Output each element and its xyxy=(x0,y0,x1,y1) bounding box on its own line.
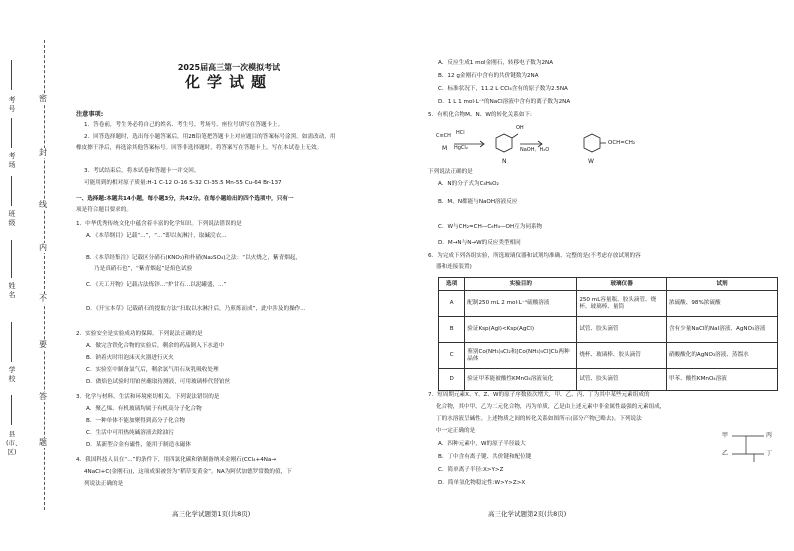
county-blank[interactable] xyxy=(11,395,12,425)
cell: 试管、胶头滴管 xyxy=(577,369,667,391)
q1-option-b-cont: 乃是真硝石也”，“紫青烟起”是焰色试验 xyxy=(94,266,193,272)
school-label: 学校 xyxy=(8,366,16,383)
question-7: 7．短周期元素X、Y、Z、W的原子序数依次增大，甲、乙、丙、丁为其中某些元素组成的 xyxy=(428,392,650,398)
question-1: 1．中华优秀传统文化中蕴含着丰富的化学知识。下列说法错误的是 xyxy=(76,221,242,227)
question-7-cont: 化合物，其中甲、乙为二元化合物，丙为单质，乙是由上述元素中非金属性最强的元素组成， xyxy=(436,404,666,410)
cell: 鉴别Co(NH₃)₄Cl₂和[Co(NH₃)₅Cl]Cl₂两种晶体 xyxy=(465,343,577,369)
q2-option-c: C．实验室中制备氯气后，剩余氯气用石灰乳吸收处理 xyxy=(86,367,219,373)
exam-number-blank[interactable] xyxy=(11,60,12,90)
cell: 验证甲苯能被酸性KMnO₄溶液氧化 xyxy=(465,369,577,391)
conversion-diagram xyxy=(720,430,778,466)
question-4-cont: 4NaCl+C(金刚石))，这项成果被誉为“稻草变黄金”。NA为阿伏加德罗常数的值，下 xyxy=(84,469,292,475)
cell: 试管、胶头滴管 xyxy=(577,317,667,343)
label-m: M xyxy=(442,145,448,152)
note-line: 2．回答选择题时，选出每小题答案后，用2B铅笔把答题卡上对应题目的答案标号涂黑。如需改动，用 xyxy=(84,134,336,140)
exam-title: 2025届高三第一次模拟考试 xyxy=(177,63,281,72)
note-line: 可能用到的相对原子质量:H-1 C-12 O-16 S-32 Cl-35.5 Mn-55 Cu-64 Br-137 xyxy=(84,180,282,186)
question-7-cont: 丁的水溶液呈碱性。上述物质之间的转化关系如图所示(部分产物已略去)。下列说法 xyxy=(436,416,642,422)
exam-number-label: 考号 xyxy=(8,96,16,113)
q7-option-d: D．简单氢化物稳定性:W>Y>Z>X xyxy=(438,480,526,486)
header-purpose: 实验目的 xyxy=(465,278,577,291)
ether-group: OCH=CH₂ xyxy=(608,140,636,146)
seal-char: 线 xyxy=(39,200,47,209)
q4-option-a: A．反应生成1 mol金刚石，转移电子数为2NA xyxy=(438,60,554,66)
school-blank[interactable] xyxy=(11,322,12,362)
q1-option-d: D．《开宝本草》记载硝石的提取方法“扫取以水淋汁后，乃煎炼而成”，此中涉及的操作... xyxy=(86,306,306,312)
cell: 浓硫酸、98%浓硫酸 xyxy=(666,291,777,317)
seal-char: 密 xyxy=(39,94,47,103)
q3-option-c: C．生活中可用热纯碱溶液去除油污 xyxy=(86,430,174,436)
q4-option-d: D．1 L 1 mol·L⁻¹的NaCl溶液中含有的离子数为2NA xyxy=(438,99,571,105)
q2-option-a: A．做完含铁化合物的实验后，剩余的药品倒入下水道中 xyxy=(86,343,225,349)
bond xyxy=(512,134,518,138)
name-label: 姓名 xyxy=(8,282,16,299)
cell: 烧杯、玻璃棒、胶头滴管 xyxy=(577,343,667,369)
table-row xyxy=(439,369,778,391)
label-n: N xyxy=(502,158,507,165)
q5-option-b: B．M、N都能与NaOH溶液反应 xyxy=(438,199,518,205)
cell: 验证Ksp(AgI)<Ksp(AgCl) xyxy=(465,317,577,343)
q2-option-d: D．做焰色试验时用铂丝蘸取待测液，可用玻璃棒代替铂丝 xyxy=(86,379,231,385)
question-2: 2．实验安全是实验成功的保障。下列说法正确的是 xyxy=(76,331,203,337)
benzene-ring-w xyxy=(584,134,600,152)
county-label: 县(市、区) xyxy=(6,430,22,456)
reagent-hgcl2: HgCl₂ xyxy=(454,145,468,151)
q3-option-b: B．一种单体不能加聚得到高分子化合物 xyxy=(86,418,185,424)
q2-option-b: B．钠着火时用泡沫灭火器进行灭火 xyxy=(86,355,174,361)
table-row xyxy=(439,343,778,369)
seal-char: 答 xyxy=(39,392,47,401)
compound-m-formula: C≡CH xyxy=(436,133,451,139)
notes-title: 注意事项: xyxy=(76,111,104,118)
section-header: 一、选择题:本题共14小题，每小题3分，共42分。在每小题给出的四个选项中，只有一 xyxy=(76,196,294,202)
cell: 配制250 mL 2 mol·L⁻¹硫酸溶液 xyxy=(465,291,577,317)
exam-room-blank[interactable] xyxy=(11,118,12,148)
node-yi: 乙 xyxy=(722,450,729,457)
seal-char: 要 xyxy=(39,340,47,349)
question-4-cont: 列说法正确的是 xyxy=(84,481,124,487)
q1-option-c: C．《天工开物》记载古法炼锌...“炉甘石...以泥罐盛，...” xyxy=(86,282,227,288)
header-glassware: 玻璃仪器 xyxy=(577,278,667,291)
q3-option-a: A．聚乙烯、有机玻璃均属于有机高分子化合物 xyxy=(86,406,202,412)
node-jia: 甲 xyxy=(722,432,729,439)
cell: 含有少量NaCl的NaI溶液、AgNO₃溶液 xyxy=(666,317,777,343)
note-line: 橡皮擦干净后，再选涂其他答案标号。回答非选择题时，将答案写在答题卡上。写在本试卷上无效。 xyxy=(76,145,323,151)
q5-option-d: D．M→N与N→W的反应类型相同 xyxy=(438,240,521,246)
seal-char: 封 xyxy=(39,148,47,157)
page-footer: 高三化学试题第1页(共8页) xyxy=(172,510,251,518)
header-reagents: 试剂 xyxy=(666,278,777,291)
cell: C xyxy=(439,343,465,369)
cell: 硝酸酸化的AgNO₃溶液、蒸馏水 xyxy=(666,343,777,369)
section-header: 项是符合题目要求的。 xyxy=(76,207,132,213)
q7-option-c: C．简单离子半径:X>Y>Z xyxy=(438,467,504,473)
question-4: 4．我国科技人员在“...”的条件下，用四氯化碳和钠制备纳米金刚石(CCl₄+4Na→ xyxy=(76,457,277,463)
note-line: 3．考试结束后，将本试卷和答题卡一并交回。 xyxy=(84,168,200,174)
cell: 甲苯、酸性KMnO₄溶液 xyxy=(666,369,777,391)
q1-option-a: A．《本草纲目》记载“...”，“...”即以灰淋汁，取碱浣衣... xyxy=(86,233,227,239)
table-row xyxy=(439,291,778,317)
name-blank[interactable] xyxy=(11,240,12,278)
q5-option-a: A．N的分子式为C₈H₈O₂ xyxy=(438,181,499,187)
table-row xyxy=(439,317,778,343)
q4-option-b: B．12 g金刚石中含有的共价键数为2NA xyxy=(438,73,539,79)
question-3: 3．化学与材料、生活和环境密切相关。下列说法错误的是 xyxy=(76,394,220,400)
q5-prompt: 下列说法正确的是 xyxy=(428,169,473,175)
benzene-ring-n xyxy=(496,134,512,152)
q5-option-c: C．W与CH₂=CH—C₆H₄—OH互为同系物 xyxy=(438,224,543,230)
class-label: 班级 xyxy=(8,210,16,227)
exam-room-label: 考场 xyxy=(8,152,16,169)
cell: D xyxy=(439,369,465,391)
binding-strip xyxy=(0,0,62,551)
node-bing: 丙 xyxy=(766,432,773,439)
question-7-cont: 中一定正确的是 xyxy=(436,428,476,434)
class-blank[interactable] xyxy=(11,176,12,206)
experiment-table xyxy=(438,277,778,391)
oh-group: OH xyxy=(516,125,524,131)
q4-option-c: C．标准状况下，11.2 L CCl₄含有的原子数为2.5NA xyxy=(438,86,568,92)
subject-title: 化学试题 xyxy=(184,73,273,91)
header-option: 选项 xyxy=(439,278,465,291)
reagent-naoh: NaOH、H₂O xyxy=(520,147,550,153)
page-footer: 高三化学试题第2页(共8页) xyxy=(488,510,567,518)
question-5: 5．有机化合物M、N、W的转化关系如下: xyxy=(428,112,532,118)
question-6-cont: 器和连接装置) xyxy=(436,264,472,270)
seal-char: 题 xyxy=(39,438,47,447)
question-6: 6．为完成下列各组实验，所选玻璃仪器和试剂均准确、完整的是(不考虑存放试剂的容 xyxy=(428,253,641,259)
cell: A xyxy=(439,291,465,317)
q1-option-b: B．《本草经集注》记载区分硝石(KNO₃)和朴硝(Na₂SO₄)之法：“以火烧之，紫青烟起， xyxy=(86,255,302,261)
q3-option-d: D．某新型合金有磁性，能用于制造永磁体 xyxy=(86,442,191,448)
node-ding: 丁 xyxy=(766,450,773,457)
cell: 250 mL容量瓶、胶头滴管、烧杯、玻璃棒、量筒 xyxy=(577,291,667,317)
q7-option-b: B．丁中含有离子键、共价键和配位键 xyxy=(438,454,532,460)
note-line: 1．答卷前，考生务必将自己的姓名、考生号、考场号、座位号填写在答题卡上。 xyxy=(84,122,284,128)
seal-char: 内 xyxy=(39,243,47,252)
table-header-row xyxy=(439,278,778,291)
seal-char: 不 xyxy=(39,294,47,303)
q7-option-a: A．四种元素中，W的原子半径最大 xyxy=(438,441,526,447)
cell: B xyxy=(439,317,465,343)
reagent-hcl: HCl xyxy=(456,130,465,136)
label-w: W xyxy=(588,158,594,165)
